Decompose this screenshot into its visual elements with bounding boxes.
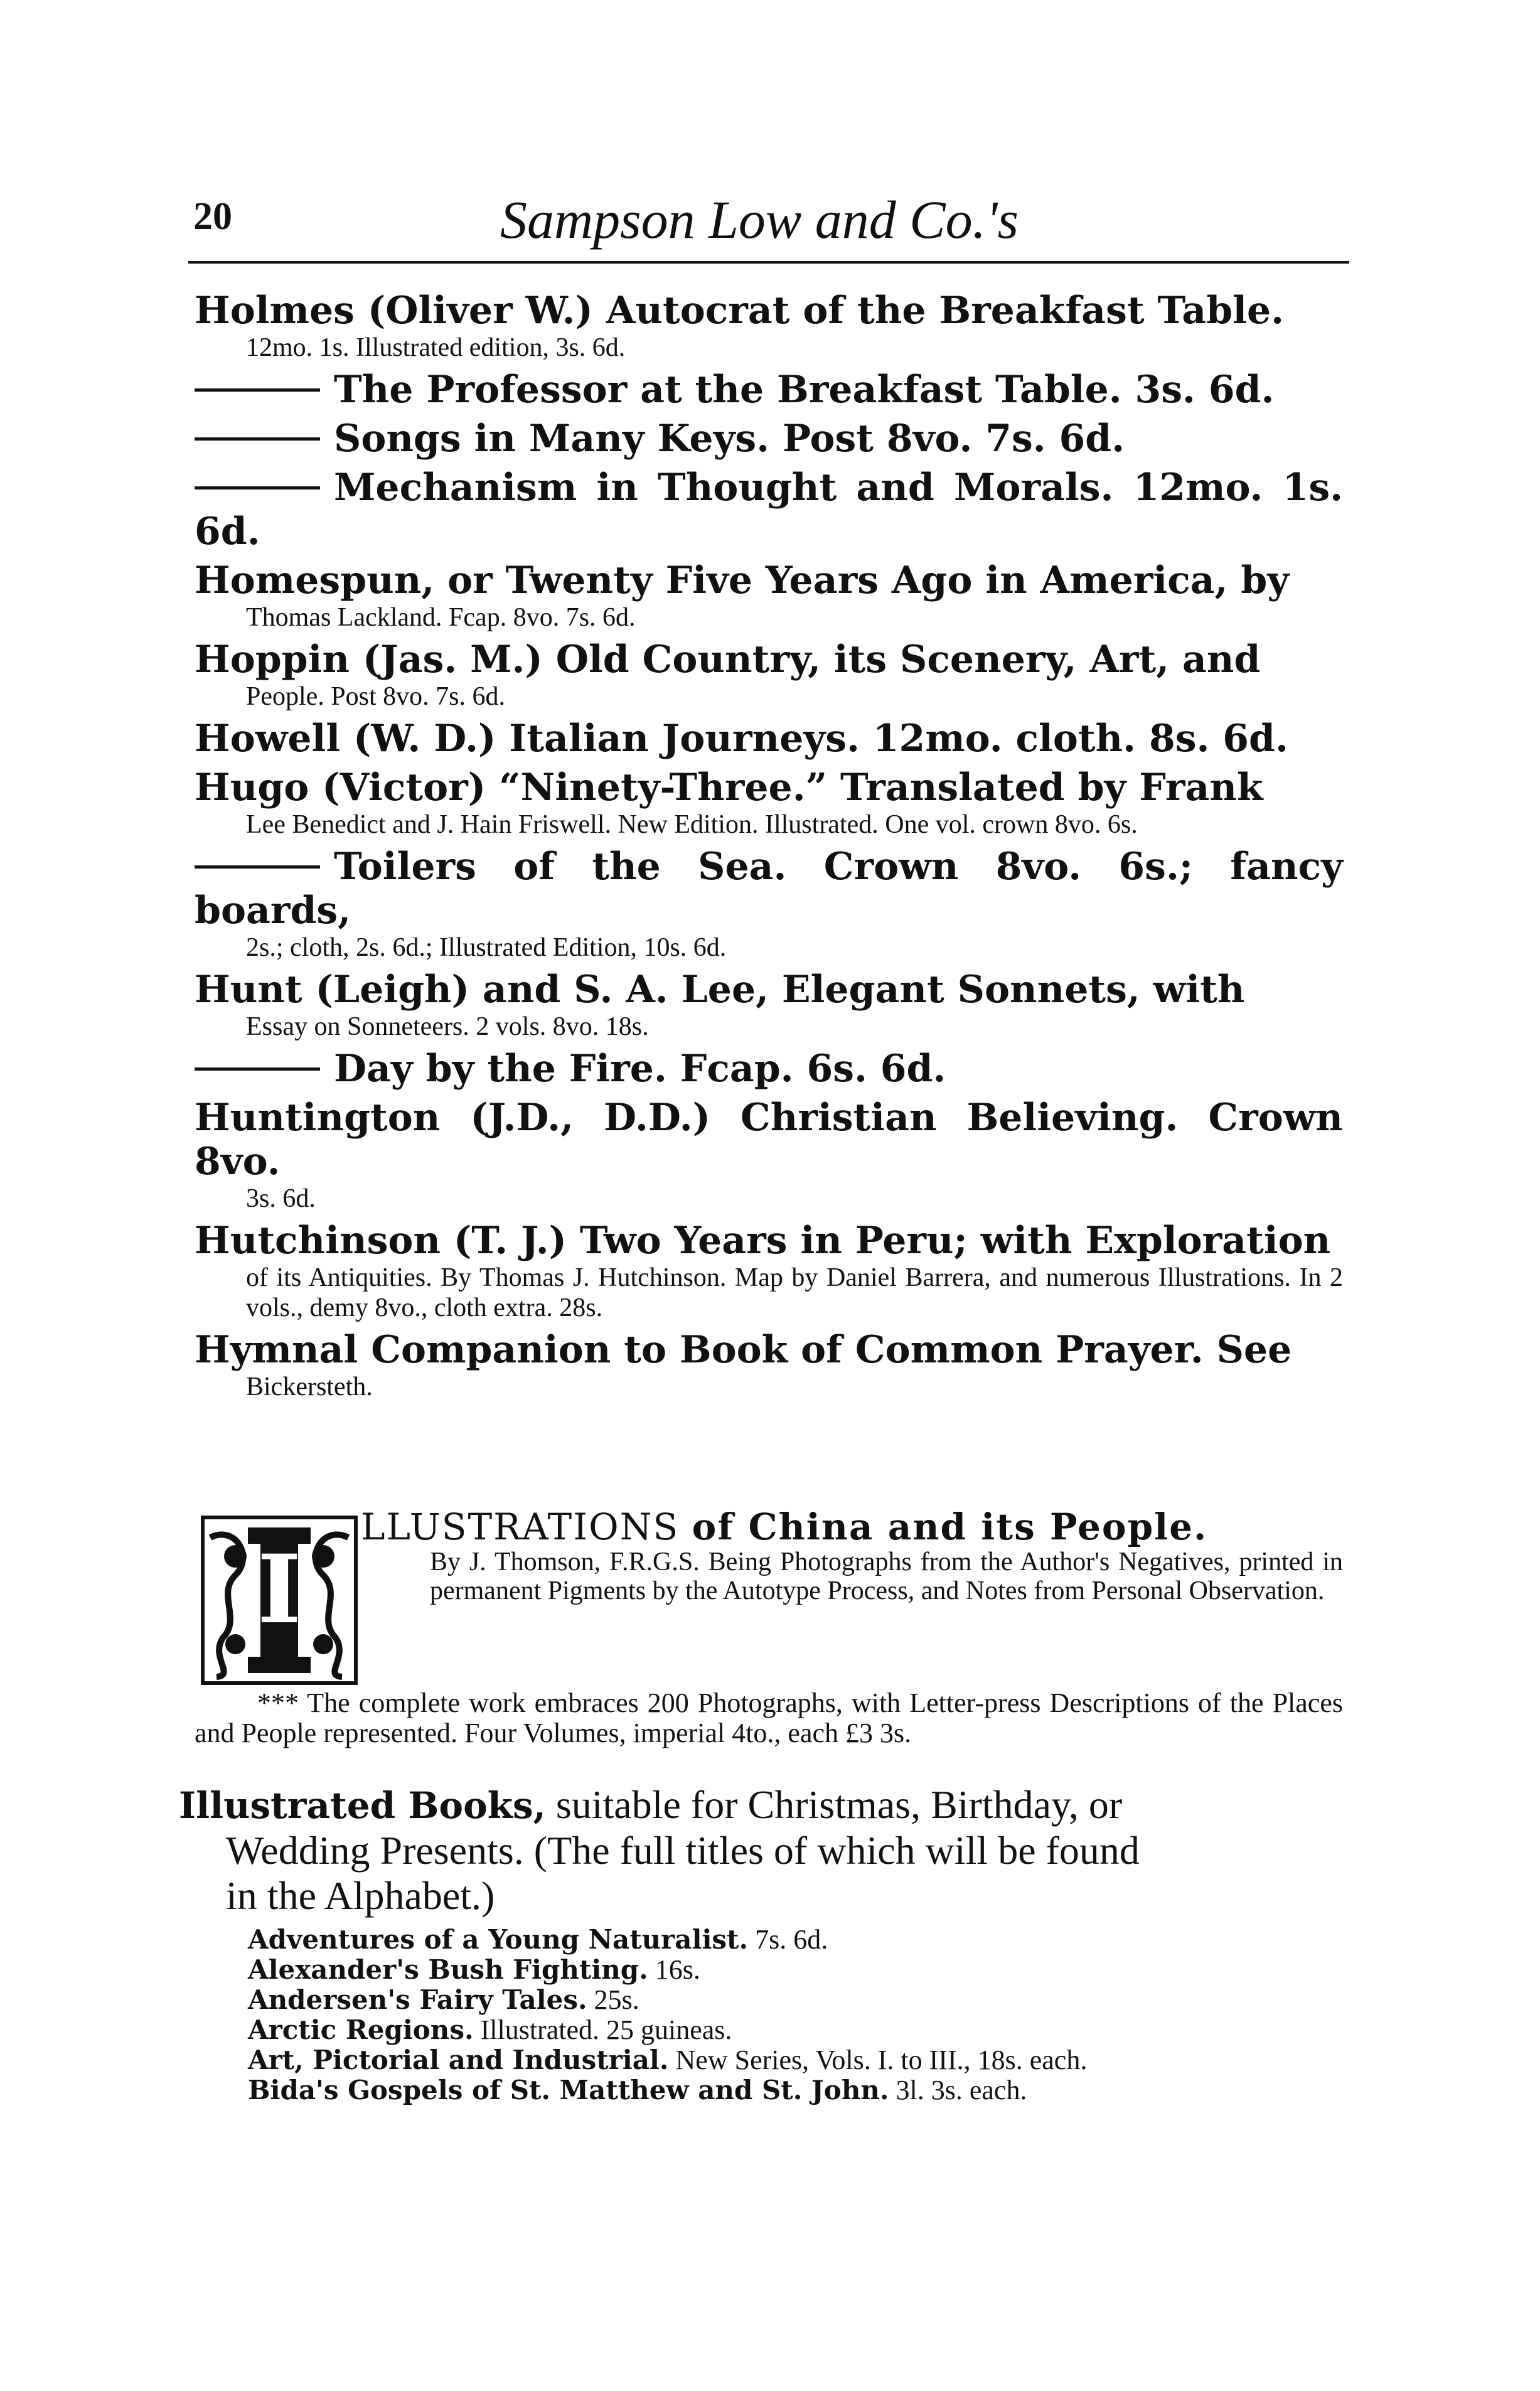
ditto-dash [195, 1067, 320, 1071]
page-header [188, 188, 1349, 257]
entry-title: Hutchinson (T. J.) Two Years in Peru; with Exploration [195, 1219, 1331, 1263]
entry-detail: Lee Benedict and J. Hain Friswell. New Edition. Illustrated. One vol. crown 8vo. 6s. [246, 810, 1138, 839]
books-heading-line3: in the Alphabet.) [226, 1873, 495, 1918]
ditto-dash [195, 437, 320, 441]
list-item [248, 2015, 1352, 2045]
entry-detail: Essay on Sonneteers. 2 vols. 8vo. 18s. [246, 1012, 649, 1041]
page-number: 20 [193, 195, 232, 238]
entry-detail: Bickersteth. [246, 1372, 373, 1401]
catalogue-entry [195, 717, 1343, 761]
book-list [179, 1925, 1352, 2105]
books-heading-bold: Illustrated Books, [179, 1784, 546, 1827]
book-price: 7s. 6d. [755, 1924, 828, 1955]
illustrations-text [361, 1506, 1343, 1605]
list-item [248, 2075, 1352, 2105]
books-heading-line1: suitable for Christmas, Birthday, or [555, 1782, 1123, 1827]
book-price: New Series, Vols. I. to III., 18s. each. [675, 2045, 1088, 2075]
book-price: 3l. 3s. each. [896, 2075, 1027, 2105]
ditto-dash [195, 388, 320, 392]
catalogue-entry [195, 766, 1343, 840]
books-heading-line2: Wedding Presents. (The full titles of which will be found [226, 1828, 1140, 1873]
catalogue-entry [195, 638, 1343, 712]
illustrated-books-heading [179, 1782, 1352, 1918]
entry-detail: People. Post 8vo. 7s. 6d. [246, 682, 506, 711]
book-price: Illustrated. 25 guineas. [480, 2014, 732, 2045]
catalogue-entry [195, 417, 1343, 461]
catalogue-entry [195, 1219, 1343, 1323]
catalogue-entry [195, 559, 1343, 633]
entry-detail: Thomas Lackland. Fcap. 8vo. 7s. 6d. [246, 603, 636, 632]
catalogue-entry [195, 845, 1343, 963]
catalogue-entry [195, 1096, 1343, 1214]
running-title: Sampson Low and Co.'s [500, 190, 1019, 250]
book-title: Andersen's Fairy Tales. [248, 1984, 587, 2015]
entry-title: Mechanism in Thought and Morals. 12mo. 1s. 6d. [195, 466, 1343, 554]
title-rest: LLUSTRATIONS [361, 1506, 680, 1548]
dropcap-letter: I [257, 1534, 302, 1645]
entry-title: Toilers of the Sea. Crown 8vo. 6s.; fancy boards, [195, 845, 1343, 933]
entry-title: Hoppin (Jas. M.) Old Country, its Scenery, Art, and [195, 638, 1261, 682]
entry-title: Huntington (J.D., D.D.) Christian Believing. Crown 8vo. [195, 1096, 1343, 1184]
list-item [248, 1925, 1352, 1955]
entry-detail: 2s.; cloth, 2s. 6d.; Illustrated Edition, 10s. 6d. [246, 933, 727, 962]
catalogue-entry [195, 368, 1343, 412]
list-item [248, 1985, 1352, 2015]
header-rule [188, 261, 1349, 264]
book-title: Bida's Gospels of St. Matthew and St. John. [248, 2075, 889, 2105]
catalogue-entry [195, 1328, 1343, 1402]
illustrations-title [361, 1506, 1343, 1548]
illustrated-books-section [179, 1782, 1352, 2105]
catalogue-entry [195, 466, 1343, 554]
illustrations-note: *** The complete work embraces 200 Photographs, with Letter-press Descriptions of the Places and People represented. Four Volumes, imperial 4to., each £3 3s. [195, 1688, 1343, 1748]
catalogue-entry [195, 968, 1343, 1042]
entry-title: Hugo (Victor) “Ninety-Three.” Translated by Frank [195, 766, 1263, 810]
list-item [248, 2045, 1352, 2075]
entry-detail: of its Antiquities. By Thomas J. Hutchinson. Map by Daniel Barrera, and numerous Illustrations. In 2 vols., demy 8vo., cloth extra. 28s. [246, 1263, 1343, 1322]
illustrations-detail: By J. Thomson, F.R.G.S. Being Photographs from the Author's Negatives, printed in permanent Pigments by the Autotype Process, and Notes from Personal Observation. [430, 1548, 1343, 1605]
ornamental-dropcap-i-icon [198, 1512, 361, 1688]
entry-title: The Professor at the Breakfast Table. 3s. 6d. [334, 368, 1275, 412]
list-item [248, 1955, 1352, 1985]
entry-detail: 3s. 6d. [246, 1184, 316, 1213]
entry-title: Songs in Many Keys. Post 8vo. 7s. 6d. [334, 417, 1125, 461]
entry-title: Day by the Fire. Fcap. 6s. 6d. [334, 1047, 946, 1091]
entry-detail: 12mo. 1s. Illustrated edition, 3s. 6d. [246, 333, 626, 362]
book-title: Arctic Regions. [248, 2014, 474, 2045]
book-title: Adventures of a Young Naturalist. [248, 1924, 749, 1955]
entry-title: Holmes (Oliver W.) Autocrat of the Breakfast Table. [195, 289, 1285, 333]
entry-title: Hunt (Leigh) and S. A. Lee, Elegant Sonnets, with [195, 968, 1245, 1012]
ditto-dash [195, 486, 320, 489]
title-tail: of China and its People. [692, 1506, 1208, 1548]
entry-title: Hymnal Companion to Book of Common Prayer. See [195, 1328, 1292, 1372]
catalogue-entry [195, 289, 1343, 363]
entry-title: Homespun, or Twenty Five Years Ago in America, by [195, 559, 1290, 602]
catalogue-entry [195, 1047, 1343, 1091]
book-price: 16s. [655, 1954, 700, 1985]
book-title: Alexander's Bush Fighting. [248, 1954, 648, 1985]
entry-title: Howell (W. D.) Italian Journeys. 12mo. cloth. 8s. 6d. [195, 717, 1288, 761]
catalogue-entries [195, 289, 1343, 1407]
ditto-dash [195, 865, 320, 869]
book-title: Art, Pictorial and Industrial. [248, 2045, 669, 2075]
book-price: 25s. [594, 1984, 639, 2015]
